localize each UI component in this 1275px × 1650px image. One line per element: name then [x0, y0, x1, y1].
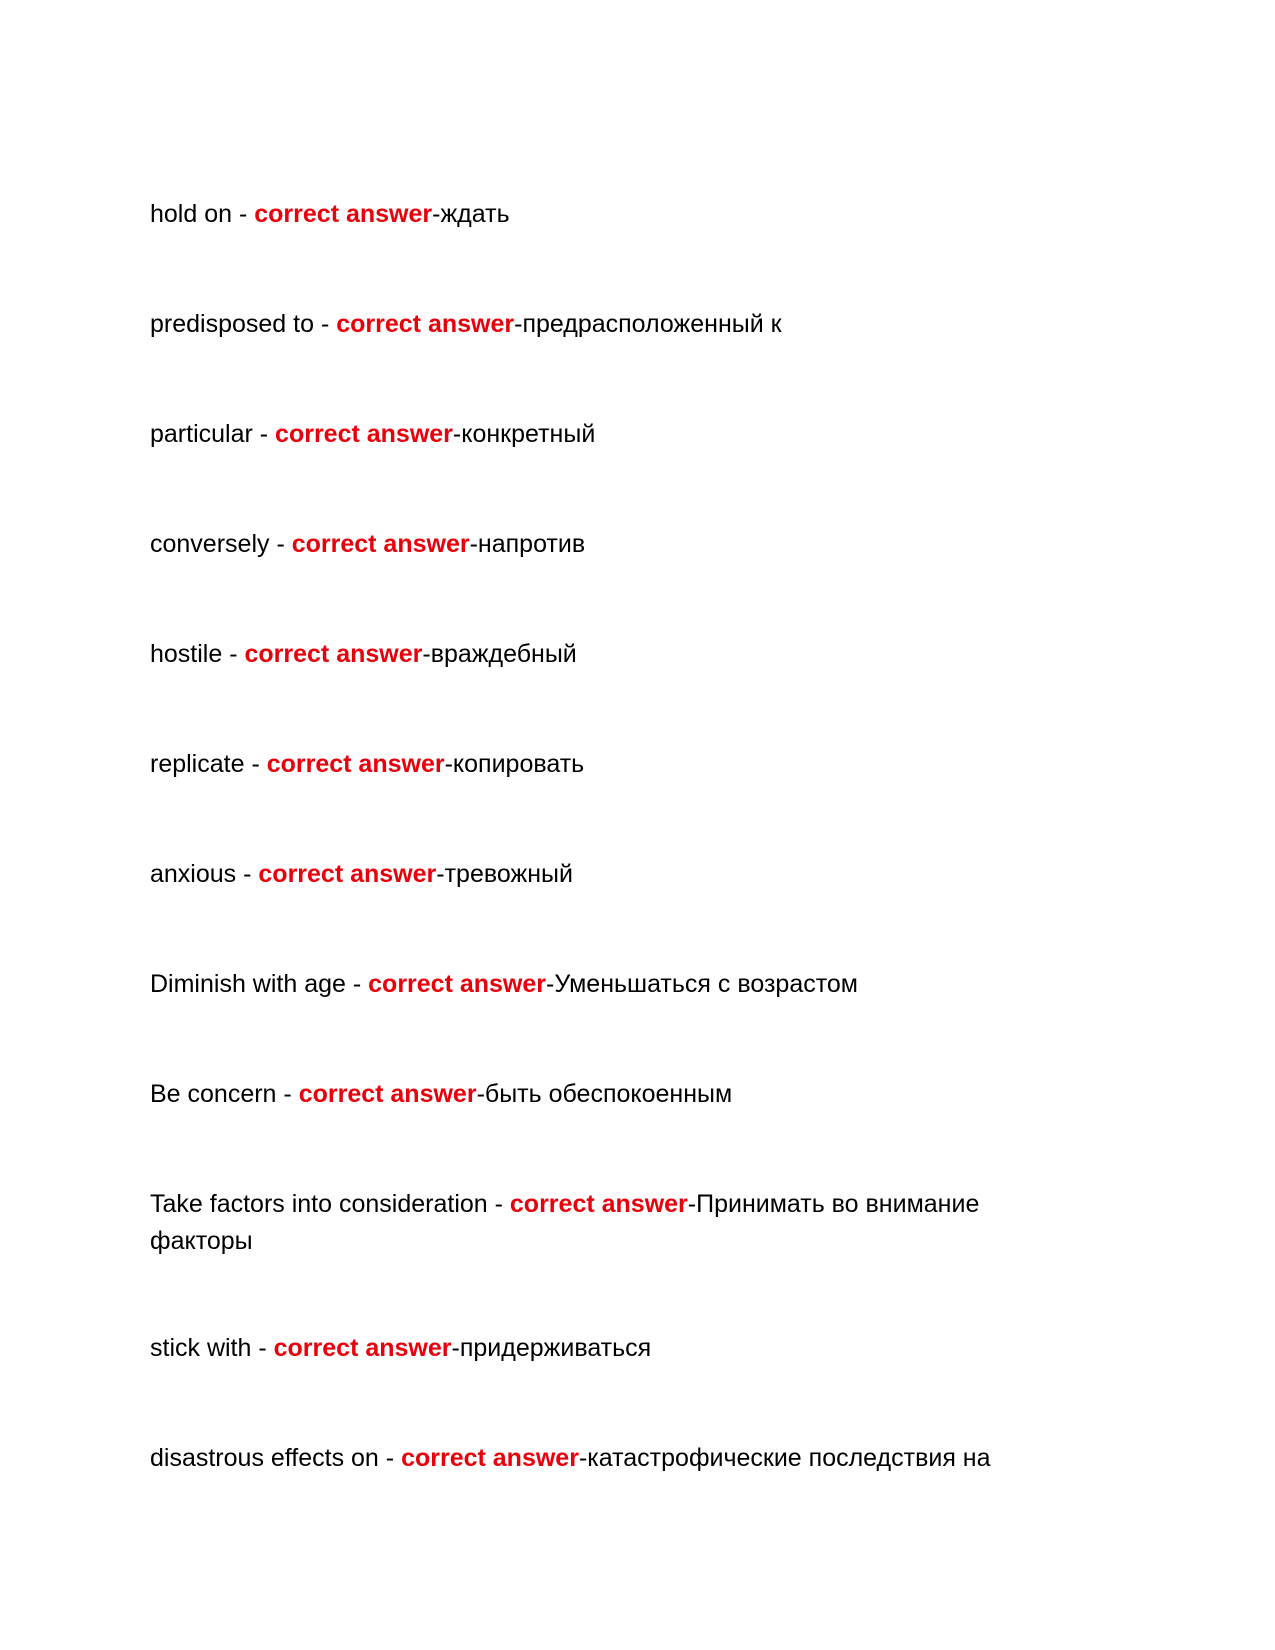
entry-translation: копировать	[452, 750, 585, 778]
entry-separator: -	[314, 310, 337, 338]
answer-label: correct answer	[298, 1080, 477, 1108]
entry-term: Be concern	[150, 1080, 277, 1108]
entry-dash: -	[469, 530, 478, 558]
entry-translation: напротив	[477, 530, 586, 558]
answer-label: correct answer	[275, 420, 453, 448]
entry-separator: -	[487, 1190, 510, 1218]
entry-dash: -	[476, 1080, 485, 1108]
flashcard-entry	[150, 196, 1040, 233]
flashcard-entry	[150, 1330, 1040, 1367]
flashcard-entry	[150, 1186, 1040, 1260]
entry-separator: -	[269, 530, 292, 558]
answer-label: correct answer	[509, 1190, 688, 1218]
entry-translation: враждебный	[430, 640, 577, 668]
entry-translation: Принимать во внимание факторы	[150, 1190, 980, 1255]
entry-dash: -	[578, 1444, 588, 1472]
entry-dash: -	[444, 750, 453, 778]
entry-term: predisposed to	[150, 310, 315, 338]
entry-dash: -	[514, 310, 523, 338]
answer-label: correct answer	[254, 200, 433, 228]
entry-separator: -	[232, 200, 255, 228]
entry-separator: -	[378, 1444, 402, 1472]
entry-term: replicate	[150, 750, 245, 778]
entry-dash: -	[451, 1334, 460, 1362]
answer-label: correct answer	[336, 310, 515, 338]
entry-translation: быть обеспокоенным	[484, 1080, 733, 1108]
entry-separator: -	[252, 420, 276, 448]
answer-label: correct answer	[401, 1444, 579, 1472]
entry-term: disastrous effects on	[150, 1444, 379, 1472]
entry-separator: -	[236, 860, 259, 888]
flashcard-entry	[150, 856, 1040, 893]
entry-translation: предрасположенный к	[522, 310, 782, 338]
entry-translation: катастрофические последствия на	[587, 1444, 991, 1472]
entry-term: conversely	[150, 530, 270, 558]
flashcard-entry	[150, 526, 1040, 563]
entry-term: anxious	[150, 860, 237, 888]
entry-dash: -	[452, 420, 462, 448]
entry-dash: -	[687, 1190, 697, 1218]
entry-dash: -	[436, 860, 445, 888]
entry-translation: конкретный	[461, 420, 596, 448]
flashcard-entry	[150, 636, 1040, 673]
answer-label: correct answer	[266, 750, 445, 778]
entry-separator: -	[222, 640, 245, 668]
entry-separator: -	[251, 1334, 274, 1362]
flashcard-list	[150, 196, 1040, 1550]
entry-translation: ждать	[440, 200, 510, 228]
entry-translation: тревожный	[444, 860, 573, 888]
flashcard-entry	[150, 966, 1040, 1003]
flashcard-entry	[150, 416, 1040, 453]
entry-translation: придерживаться	[459, 1334, 652, 1362]
entry-term: hold on	[150, 200, 233, 228]
answer-label: correct answer	[273, 1334, 452, 1362]
entry-dash: -	[422, 640, 431, 668]
entry-separator: -	[276, 1080, 299, 1108]
flashcard-entry	[150, 1440, 1040, 1477]
flashcard-entry	[150, 306, 1040, 343]
entry-dash: -	[432, 200, 441, 228]
entry-term: stick with	[150, 1334, 252, 1362]
entry-dash: -	[546, 970, 555, 998]
answer-label: correct answer	[291, 530, 470, 558]
entry-translation: Уменьшаться с возрастом	[554, 970, 858, 998]
flashcard-entry	[150, 1076, 1040, 1113]
flashcard-entry	[150, 746, 1040, 783]
entry-term: particular	[150, 420, 253, 448]
entry-separator: -	[244, 750, 267, 778]
entry-term: Diminish with age	[150, 970, 346, 998]
entry-term: hostile	[150, 640, 223, 668]
entry-separator: -	[345, 970, 369, 998]
answer-label: correct answer	[258, 860, 437, 888]
answer-label: correct answer	[368, 970, 547, 998]
entry-term: Take factors into consideration	[150, 1190, 488, 1218]
answer-label: correct answer	[244, 640, 423, 668]
